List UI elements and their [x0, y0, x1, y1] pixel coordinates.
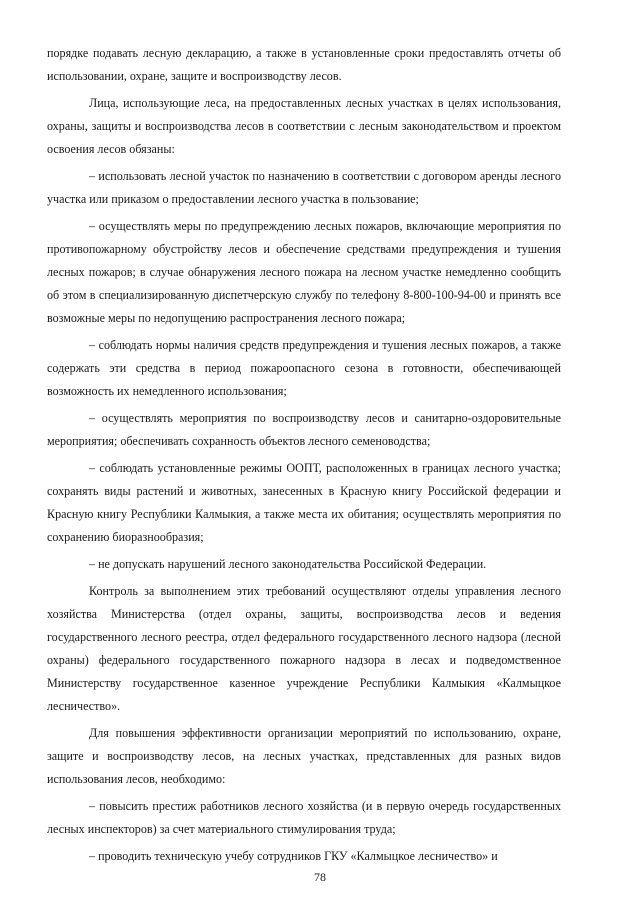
paragraph-continuation: порядке подавать лесную декларацию, а также в установленные сроки предоставлять отчеты об использовании, охране, защите и воспроизводству лесов.: [47, 46, 561, 83]
list-item-fire-equipment: – соблюдать нормы наличия средств предупреждения и тушения лесных пожаров, а также содержать эти средства в период пожароопасного сезона в готовности, обеспечивающей возможность их немедленного использования;: [47, 338, 561, 398]
list-item-no-violations: – не допускать нарушений лесного законодательства Российской Федерации.: [89, 557, 487, 571]
list-item-land-use: – использовать лесной участок по назначению в соответствии с договором аренды лесного участка или приказом о предоставлении лесного участка в пользование;: [47, 169, 561, 206]
paragraph-obligations-intro: Лица, использующие леса, на предоставленных лесных участках в целях использования, охраны, защиты и воспроизводства лесов в соответствии с лесным законодательством и проектом освоения лесов обязаны:: [47, 96, 561, 156]
list-item-fire-prevention: – осуществлять меры по предупреждению лесных пожаров, включающие мероприятия по противопожарному обустройству лесов и обеспечение средствами предупреждения и тушения лесных пожаров; в случае обнаружения лесного пожара на лесном участке немедленно сообщить об этом в специализированную диспетчерскую службу по телефону 8-800-100-94-00 и принять все возможные меры по недопущению распространения лесного пожара;: [47, 219, 561, 325]
page-number: 78: [314, 870, 326, 884]
paragraph-control: Контроль за выполнением этих требований осуществляют отделы управления лесного хозяйства Министерства (отдел охраны, защиты, воспроизводства лесов и ведения государственного лесного реестра, отдел федерального государственного лесного надзора (лесной охраны) федерального государственного пожарного надзора в лесах и подведомственное Министерству государственное казенное учреждение Республики Калмыкия «Калмыцкое лесничество».: [47, 584, 561, 713]
list-item-training: – проводить техническую учебу сотрудников ГКУ «Калмыцкое лесничество» и: [89, 849, 498, 863]
list-item-prestige: – повысить престиж работников лесного хозяйства (и в первую очередь государственных лесных инспекторов) за счет материального стимулирования труда;: [47, 799, 561, 836]
list-item-reproduction: – осуществлять мероприятия по воспроизводству лесов и санитарно-оздоровительные мероприятия; обеспечивать сохранность объектов лесного семеноводства;: [47, 411, 561, 448]
paragraph-efficiency: Для повышения эффективности организации мероприятий по использованию, охране, защите и воспроизводству лесов, на лесных участках, представленных для разных видов использования лесов, необходимо:: [47, 726, 561, 786]
document-body: [47, 42, 561, 872]
list-item-protected-areas: – соблюдать установленные режимы ООПТ, расположенных в границах лесного участка; сохранять виды растений и животных, занесенных в Красную книгу Российской федерации и Красную книгу Республики Калмыкия, а также места их обитания; осуществлять мероприятия по сохранению биоразнообразия;: [47, 461, 561, 544]
